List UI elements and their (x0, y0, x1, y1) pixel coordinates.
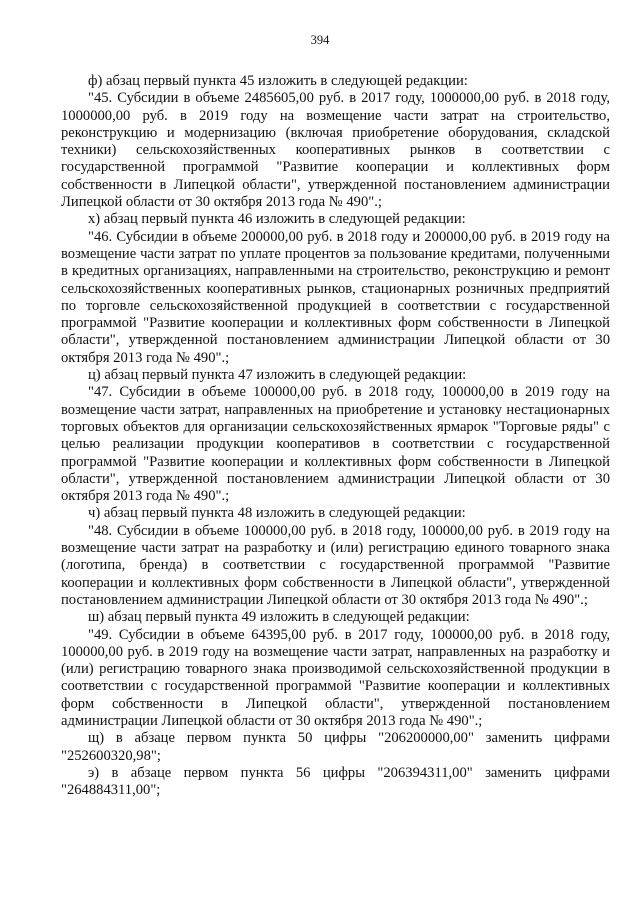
clause-46-text: "46. Субсидии в объеме 200000,00 руб. в 2018 году и 200000,00 руб. в 2019 году на возмещение части затрат по уплате процентов за пользование кредитами, полученными в кредитных организациях, направленными на строительство, реконструкцию и ремонт сельскохозяйственных кооперативных рынков, стационарных розничных предприятий по торговле сельскохозяйственной продукцией в соответствии с государственной программой "Развитие кооперации и коллективных форм собственности в Липецкой области", утвержденной постановлением администрации Липецкой области от 30 октября 2013 года № 490".; (61, 228, 610, 366)
document-body (61, 73, 610, 799)
amendment-item-ch: ч) абзац первый пункта 48 изложить в следующей редакции: (88, 505, 466, 522)
amendment-item-e: э) в абзаце первом пункта 56 цифры "206394311,00" заменить цифрами "264884311,00"; (61, 764, 610, 799)
amendment-item-shch: щ) в абзаце первом пункта 50 цифры "206200000,00" заменить цифрами "252600320,98"; (61, 730, 610, 764)
amendment-item-kh: х) абзац первый пункта 46 изложить в следующей редакции: (88, 211, 466, 228)
amendment-item-f: ф) абзац первый пункта 45 изложить в следующей редакции: (88, 73, 468, 89)
amendment-item-sh: ш) абзац первый пункта 49 изложить в следующей редакции: (88, 609, 470, 626)
clause-48-text: "48. Субсидии в объеме 100000,00 руб. в 2018 году, 100000,00 руб. в 2019 году на возмещение части затрат на разработку и (или) регистрацию единого товарного знака (логотипа, бренда) в соответствии с государственной программой "Развитие кооперации и коллективных форм собственности в Липецкой области", утвержденной постановлением администрации Липецкой области от 30 октября 2013 года № 490".; (61, 522, 610, 608)
page-number: 394 (310, 33, 330, 47)
clause-47-text: "47. Субсидии в объеме 100000,00 руб. в 2018 году, 100000,00 в 2019 году на возмещение части затрат, направленных на приобретение и установку нестационарных торговых объектов для организации сельскохозяйственных ярмарок "Торговые ряды" с целью реализации продукции кооперативов в соответствии с государственной программой "Развитие кооперации и коллективных форм собственности в Липецкой области", утвержденной постановлением администрации Липецкой области от 30 октября 2013 года № 490".; (61, 384, 610, 505)
clause-49-text: "49. Субсидии в объеме 64395,00 руб. в 2017 году, 100000,00 руб. в 2018 году, 100000,00 руб. в 2019 году на возмещение части затрат, направленных на разработку и (или) регистрацию товарного знака производимой сельскохозяйственной продукции в соответствии с государственной программой "Развитие кооперации и коллективных форм собственности в Липецкой области", утвержденной постановлением администрации Липецкой области от 30 октября 2013 года № 490".; (61, 626, 610, 729)
amendment-item-ts: ц) абзац первый пункта 47 изложить в следующей редакции: (88, 367, 467, 384)
clause-45-text: "45. Субсидии в объеме 2485605,00 руб. в 2017 году, 1000000,00 руб. в 2018 году, 1000000,00 руб. в 2019 году на возмещение части затрат на строительство, реконструкцию и модернизацию (включая приобретение оборудования, складской техники) сельскохозяйственных кооперативных рынков в соответствии с государственной программой "Развитие кооперации и коллективных форм собственности в Липецкой области", утвержденной постановлением администрации Липецкой области от 30 октября 2013 года № 490".; (61, 90, 610, 211)
